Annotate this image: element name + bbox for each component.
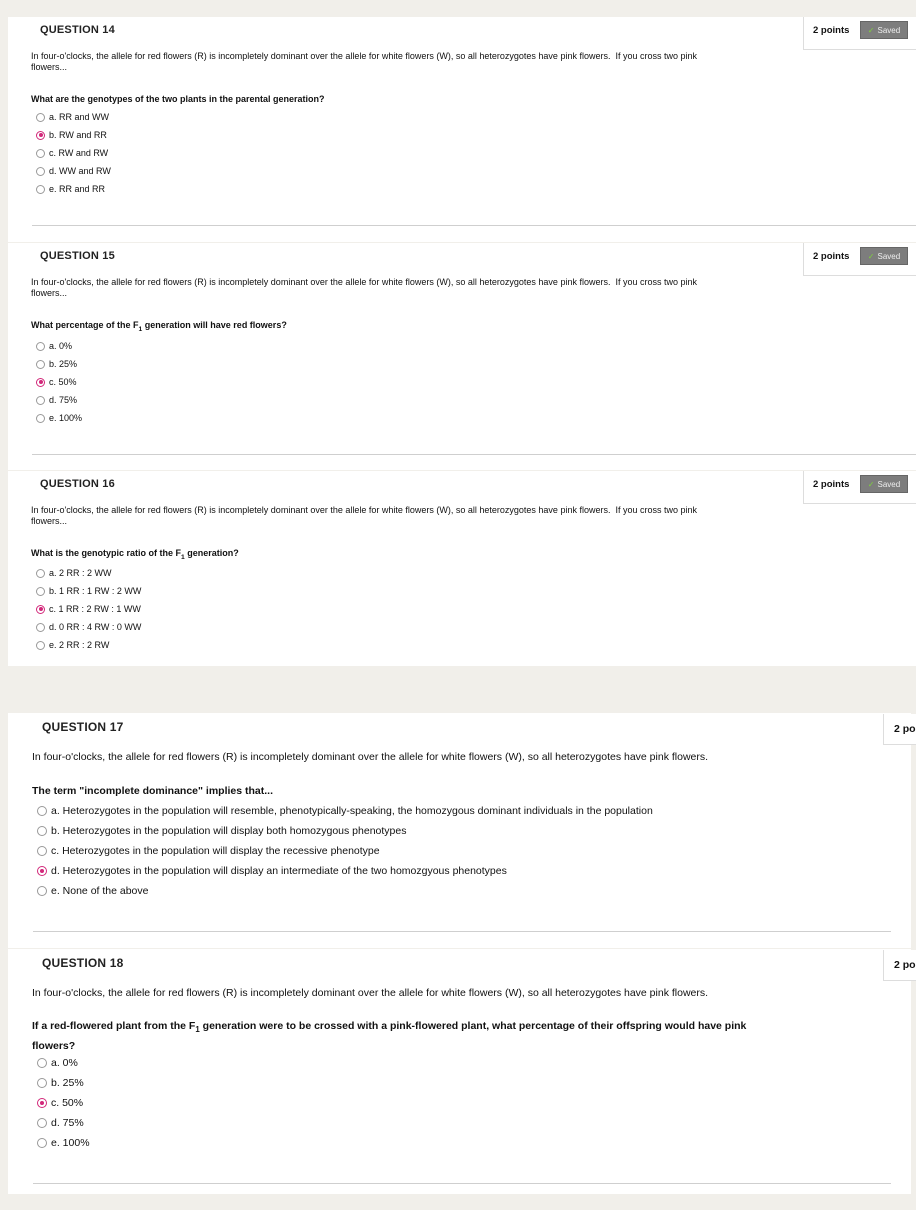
question-title: QUESTION 17 (42, 720, 124, 734)
saved-badge (860, 21, 908, 39)
question-panel (8, 471, 916, 666)
answer-label: c. 50% (49, 377, 77, 387)
divider (32, 225, 916, 226)
question-text (31, 320, 731, 335)
answer-label: a. 0% (51, 1057, 78, 1069)
question-title: QUESTION 18 (42, 956, 124, 970)
question-text (31, 548, 731, 563)
answer-option-e[interactable] (37, 1133, 90, 1153)
question-title: QUESTION 15 (40, 250, 115, 262)
points-box (803, 17, 916, 50)
radio-button[interactable] (36, 360, 45, 369)
prompt-suffix: If you cross two pink flowers... (31, 505, 698, 526)
points-label: 2 points (813, 25, 850, 36)
radio-button[interactable] (36, 641, 45, 650)
answer-list (37, 1053, 90, 1153)
answer-label: d. 0 RR : 4 RW : 0 WW (49, 622, 142, 632)
answer-label: a. Heterozygotes in the population will resemble, phenotypically-speaking, the homozygous dominant individuals in the population (51, 805, 653, 817)
answer-list (36, 564, 141, 654)
question-text: The term "incomplete dominance" implies that... (32, 785, 274, 797)
points-box (883, 950, 916, 981)
answer-label: a. 2 RR : 2 WW (49, 568, 112, 578)
radio-button[interactable] (37, 1138, 47, 1148)
prompt-suffix: If you cross two pink flowers... (31, 51, 698, 72)
radio-button[interactable] (36, 587, 45, 596)
answer-option-b[interactable] (36, 355, 82, 373)
answer-option-d[interactable] (37, 1113, 90, 1133)
answer-option-a[interactable] (37, 801, 653, 821)
prompt-text: In four-o'clocks, the allele for red flowers (R) is incompletely dominant over the allele for white flowers (W), so all heterozygotes have pink flowers. (31, 277, 611, 287)
radio-button-selected[interactable] (37, 1098, 47, 1108)
radio-button[interactable] (36, 167, 45, 176)
answer-list (37, 801, 653, 901)
answer-label: e. 2 RR : 2 RW (49, 640, 110, 650)
answer-option-b[interactable] (36, 582, 141, 600)
answer-list (36, 337, 82, 427)
radio-button[interactable] (36, 569, 45, 578)
answer-option-a[interactable] (36, 337, 82, 355)
answer-label: c. RW and RW (49, 148, 109, 158)
answer-option-b[interactable] (36, 126, 111, 144)
answer-label: b. RW and RR (49, 130, 107, 140)
radio-button[interactable] (36, 185, 45, 194)
question-text-part: What is the genotypic ratio of the F (31, 548, 182, 558)
answer-label: d. 75% (49, 395, 78, 405)
saved-badge (860, 247, 908, 265)
question-prompt (31, 505, 721, 527)
question-prompt: In four-o'clocks, the allele for red flowers (R) is incompletely dominant over the allele for white flowers (W), so all heterozygotes have pink flowers. (32, 987, 709, 999)
points-label: 2 points (813, 479, 850, 490)
answer-label: e. RR and RR (49, 184, 106, 194)
points-box (803, 243, 916, 276)
saved-label: Saved (877, 25, 901, 35)
radio-button[interactable] (37, 806, 47, 816)
answer-label: d. 75% (51, 1117, 84, 1129)
radio-button[interactable] (36, 149, 45, 158)
answer-option-b[interactable] (37, 1073, 90, 1093)
answer-option-d[interactable] (36, 162, 111, 180)
radio-button[interactable] (36, 414, 45, 423)
question-text-part: What percentage of the F (31, 320, 139, 330)
answer-option-c[interactable] (36, 373, 82, 391)
answer-option-b[interactable] (37, 821, 653, 841)
answer-option-e[interactable] (36, 180, 111, 198)
radio-button-selected[interactable] (37, 866, 47, 876)
answer-label: d. Heterozygotes in the population will display an intermediate of the two homozgyous phenotypes (51, 865, 507, 877)
question-text-part: generation? (184, 548, 239, 558)
answer-label: b. 25% (49, 359, 78, 369)
radio-button[interactable] (37, 1058, 47, 1068)
answer-option-e[interactable] (36, 636, 141, 654)
question-subscript: 1 (195, 1025, 200, 1035)
answer-option-d[interactable] (36, 391, 82, 409)
radio-button[interactable] (36, 342, 45, 351)
answer-label: c. 1 RR : 2 RW : 1 WW (49, 604, 141, 614)
answer-option-c[interactable] (37, 841, 653, 861)
answer-label: c. 50% (51, 1097, 84, 1109)
answer-label: b. 25% (51, 1077, 84, 1089)
question-text-part: If a red-flowered plant from the F (32, 1020, 196, 1032)
question-prompt: In four-o'clocks, the allele for red flowers (R) is incompletely dominant over the allele for white flowers (W), so all heterozygotes have pink flowers. (32, 751, 709, 763)
radio-button[interactable] (37, 1078, 47, 1088)
answer-label: b. Heterozygotes in the population will display both homozygous phenotypes (51, 825, 407, 837)
divider (33, 1183, 891, 1184)
points-box (883, 714, 916, 745)
divider (33, 931, 891, 932)
answer-label: a. RR and WW (49, 112, 110, 122)
question-panel (8, 243, 916, 470)
question-panel (8, 713, 916, 948)
check-icon: ✓ (867, 251, 875, 261)
answer-label: e. 100% (51, 1137, 90, 1149)
answer-label: c. Heterozygotes in the population will display the recessive phenotype (51, 845, 380, 857)
saved-label: Saved (877, 251, 901, 261)
question-panel (8, 949, 916, 1194)
answer-label: b. 1 RR : 1 RW : 2 WW (49, 586, 142, 596)
prompt-suffix: If you cross two pink flowers... (31, 277, 698, 298)
answer-label: e. None of the above (51, 885, 149, 897)
radio-button[interactable] (36, 396, 45, 405)
answer-option-d[interactable] (36, 618, 141, 636)
question-text-part: generation will have red flowers? (142, 320, 287, 330)
radio-button[interactable] (37, 1118, 47, 1128)
divider (32, 454, 916, 455)
question-text: What are the genotypes of the two plants in the parental generation? (31, 94, 325, 104)
question-text (32, 1018, 772, 1054)
saved-label: Saved (877, 479, 901, 489)
check-icon: ✓ (867, 479, 875, 489)
radio-button-selected[interactable] (36, 378, 45, 387)
answer-option-a[interactable] (36, 564, 141, 582)
points-label: 2 po (894, 959, 916, 971)
check-icon: ✓ (867, 25, 875, 35)
saved-badge (860, 475, 908, 493)
question-text-part: generation were to be crossed with a pink-flowered plant, what percentage of their offspring would have pink flowers? (32, 1020, 747, 1053)
answer-option-c[interactable] (36, 144, 111, 162)
radio-button-selected[interactable] (36, 605, 45, 614)
question-title: QUESTION 16 (40, 478, 115, 490)
answer-label: a. 0% (49, 341, 73, 351)
answer-option-a[interactable] (36, 108, 111, 126)
answer-label: e. 100% (49, 413, 83, 423)
question-subscript: 1 (181, 553, 185, 561)
question-title: QUESTION 14 (40, 24, 115, 36)
prompt-text: In four-o'clocks, the allele for red flowers (R) is incompletely dominant over the allele for white flowers (W), so all heterozygotes have pink flowers. (31, 505, 611, 515)
points-box (803, 471, 916, 504)
question-panel (8, 17, 916, 242)
answer-option-a[interactable] (37, 1053, 90, 1073)
prompt-text: In four-o'clocks, the allele for red flowers (R) is incompletely dominant over the allele for white flowers (W), so all heterozygotes have pink flowers. (31, 51, 611, 61)
radio-button[interactable] (36, 623, 45, 632)
answer-option-d[interactable] (37, 861, 653, 881)
radio-button[interactable] (37, 886, 47, 896)
points-label: 2 points (813, 251, 850, 262)
radio-button[interactable] (37, 826, 47, 836)
answer-option-c[interactable] (36, 600, 141, 618)
question-prompt (31, 51, 721, 73)
radio-button-selected[interactable] (36, 131, 45, 140)
answer-label: d. WW and RW (49, 166, 111, 176)
points-label: 2 po (894, 723, 916, 735)
question-prompt (31, 277, 721, 299)
answer-option-e[interactable] (36, 409, 82, 427)
radio-button[interactable] (37, 846, 47, 856)
question-subscript: 1 (138, 325, 143, 333)
radio-button[interactable] (36, 113, 45, 122)
answer-option-c[interactable] (37, 1093, 90, 1113)
answer-list (36, 108, 111, 198)
answer-option-e[interactable] (37, 881, 653, 901)
